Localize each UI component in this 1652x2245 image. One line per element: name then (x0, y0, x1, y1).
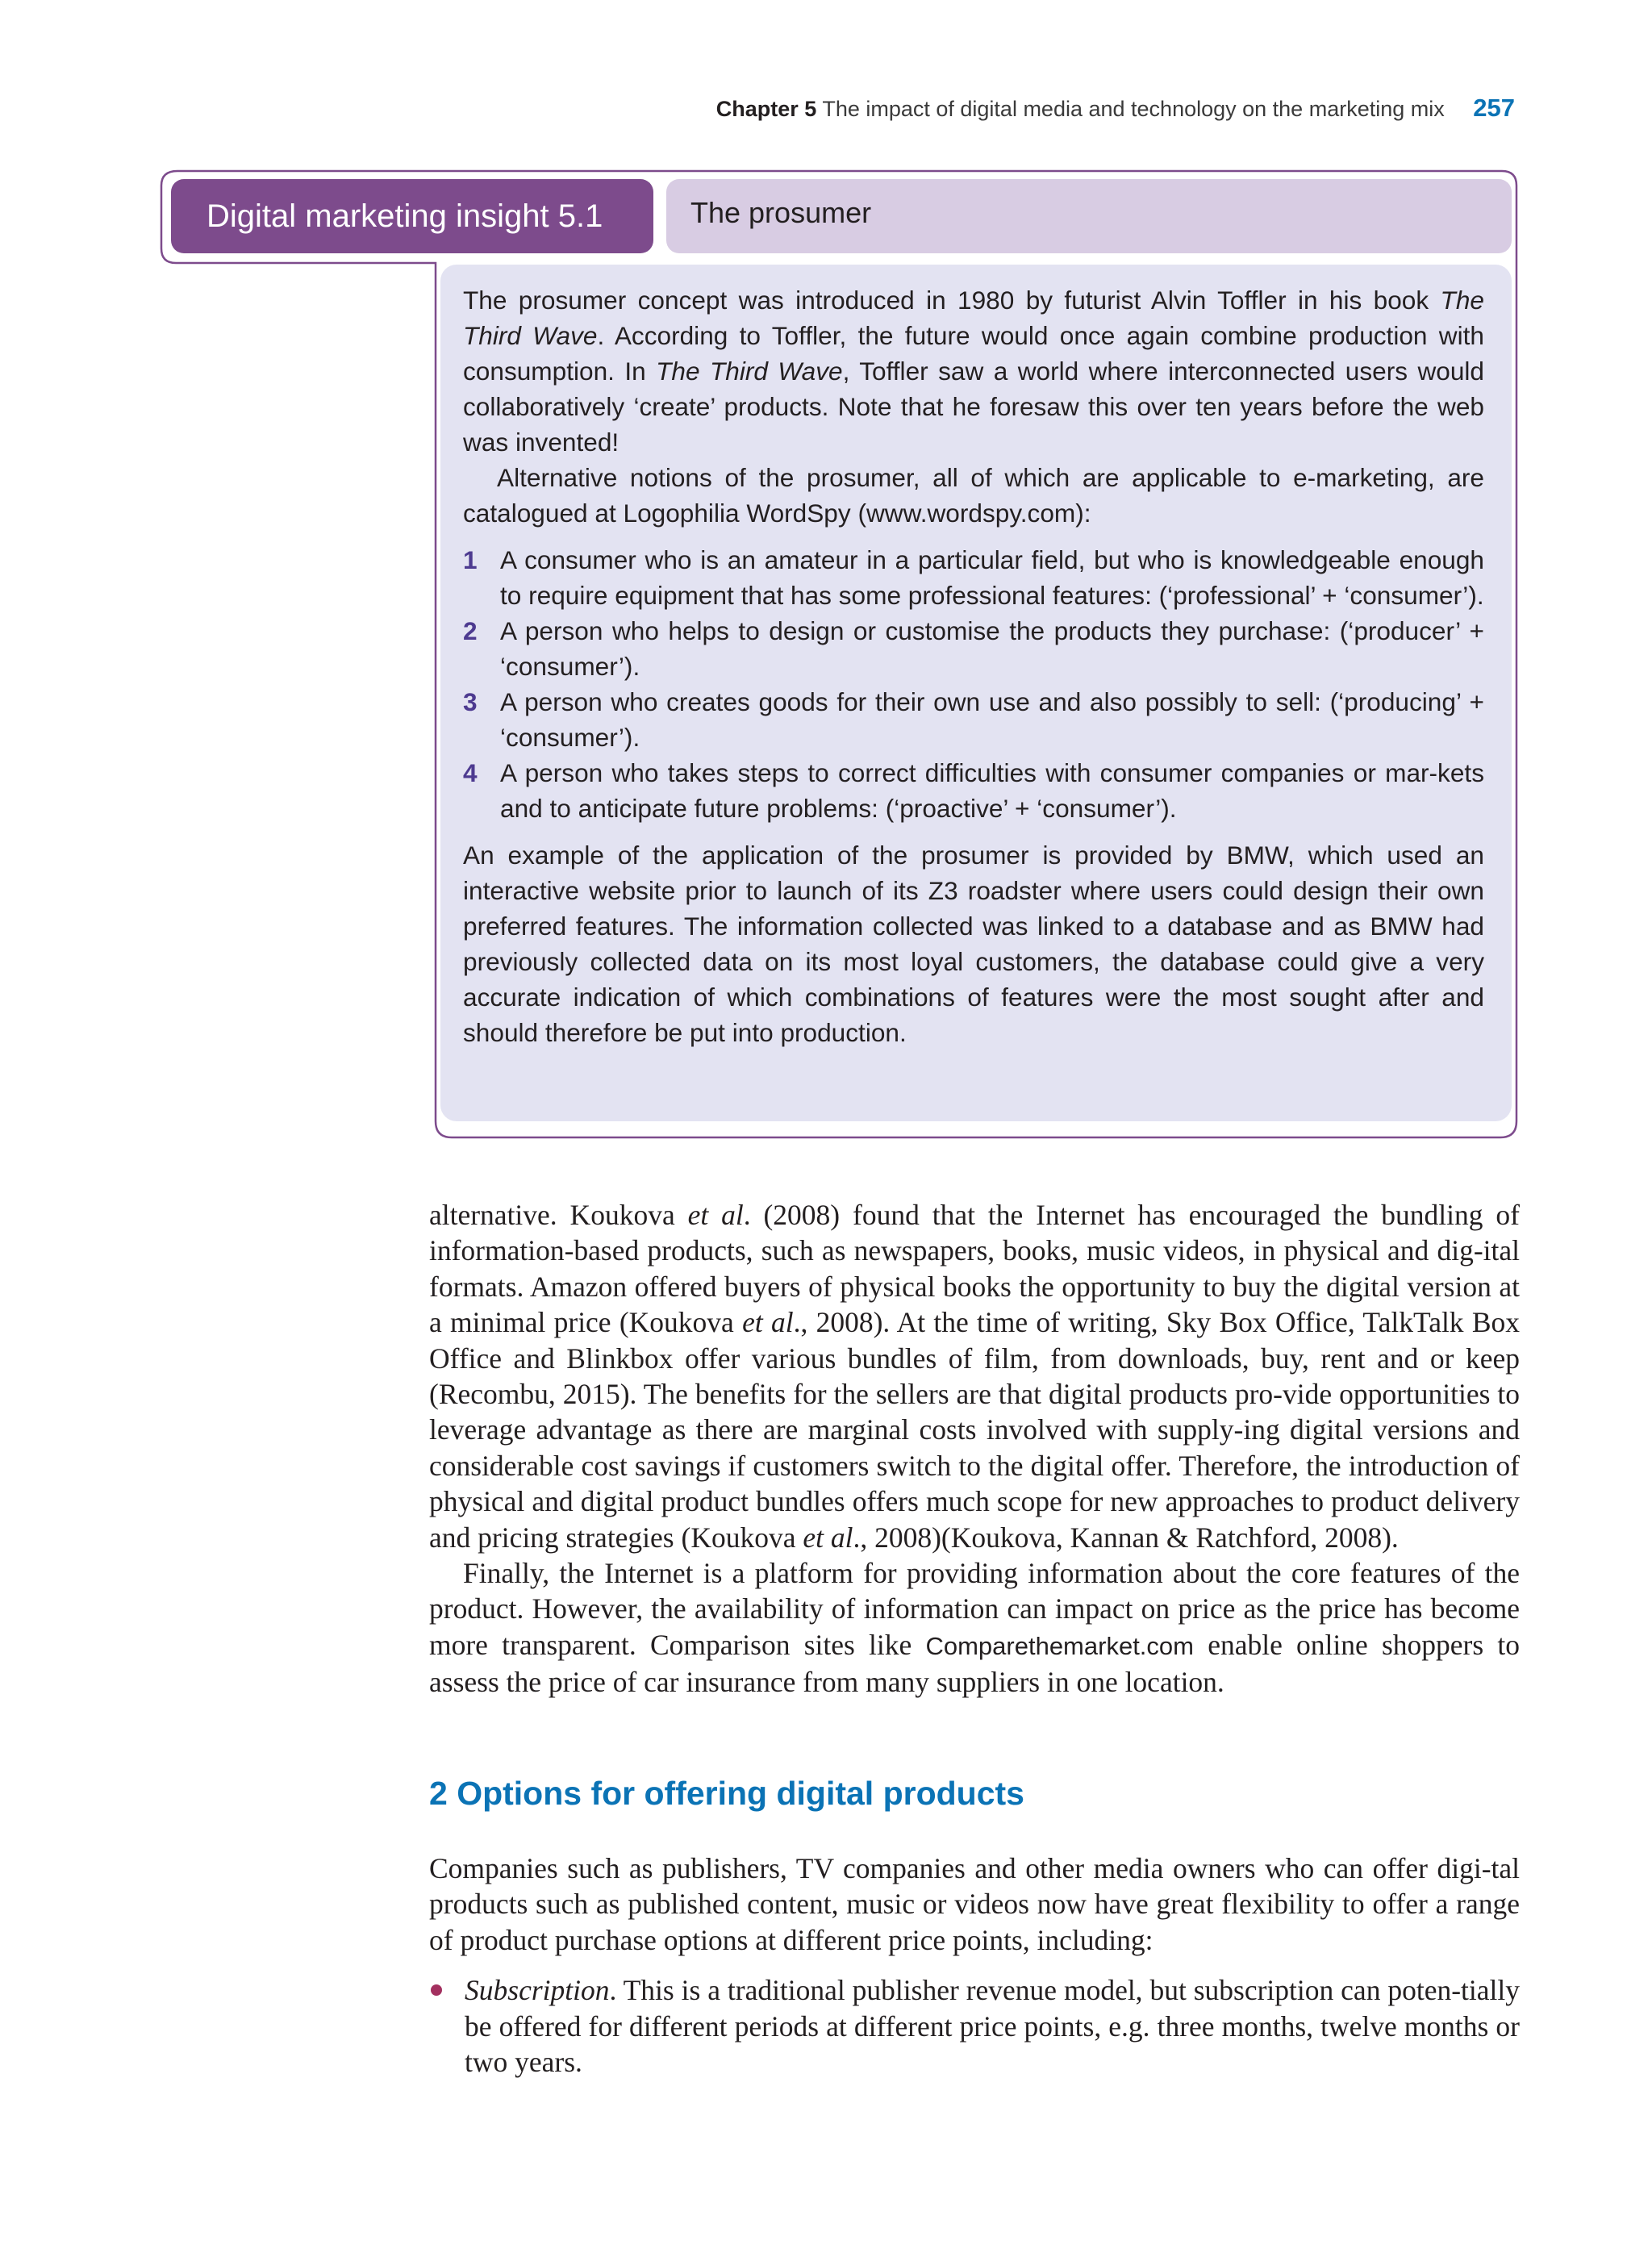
insight-paragraph-1 (463, 282, 1484, 460)
section-body (429, 1851, 1520, 2080)
options-list (429, 1972, 1520, 2080)
list-number: 3 (463, 687, 478, 716)
body-text-run: alternative. Koukova (429, 1199, 688, 1231)
et-al: et al (742, 1306, 794, 1339)
list-item-text: A person who takes steps to correct difficulties with consumer companies or mar-kets and to anticipate future problems: (‘proactive’ + ‘consumer’). (500, 758, 1484, 823)
insight-title: The prosumer (666, 179, 1512, 253)
body-text (429, 1197, 1520, 1700)
list-item (463, 755, 1484, 826)
list-number: 2 (463, 616, 478, 645)
body-paragraph-2 (429, 1555, 1520, 1700)
list-item (429, 1972, 1520, 2080)
insight-body (440, 265, 1512, 1121)
body-text-run: enable online shoppers to assess the price of car insurance from many suppliers in one location. (429, 1628, 1521, 1699)
body-text-run: Finally, the Internet is a platform for providing information about the core features of the product. However, the availability of information can impact on price as the price has become more transparent. Comparison sites like (429, 1557, 1520, 1661)
chapter-number: Chapter 5 (715, 97, 817, 121)
list-item (463, 542, 1484, 613)
body-text-run: ., 2008). At the time of writing, Sky Box Office, TalkTalk Box Office and Blinkbox offer various bundles of film, from downloads, buy, rent and or keep (Recombu, 2015). The benefits for the sellers are that digital products pro-vide opportunities to leverage advantage as there are marginal costs involved with supply-ing digital versions and considerable cost savings if customers switch to the digital offer. Therefore, the introduction of physical and digital product bundles offers much scope for new approaches to product delivery and pricing strategies (Koukova (429, 1306, 1521, 1554)
chapter-title: The impact of digital media and technology on the marketing mix (822, 97, 1445, 121)
insight-text: . According to Toffler, the future would once again combine production with consumption. In (463, 321, 1484, 386)
comparethemarket-link[interactable]: Comparethemarket.com (925, 1631, 1194, 1660)
section-intro: Companies such as publishers, TV companies and other media owners who can offer digi-tal products such as published content, music or videos now have great flexibility to offer a range of product purchase options at different price points, including: (429, 1852, 1520, 1956)
et-al: et al (803, 1521, 853, 1554)
body-text-run: . (2008) found that the Internet has encouraged the bundling of information-based products, such as newspapers, books, music videos, in physical and dig-ital formats. Amazon offered buyers of physical books the opportunity to buy the digital version at a minimal price (Koukova (429, 1199, 1520, 1339)
page-number: 257 (1473, 94, 1515, 122)
insight-paragraph-3: An example of the application of the prosumer is provided by BMW, which used an interactive website prior to launch of its Z3 roadster where users could design their own preferred features. The information collected was linked to a database and as BMW had previously collected data on its most loyal customers, the database could give a very accurate indication of which combinations of features were the most sought after and should therefore be put into production. (463, 841, 1484, 1047)
body-paragraph-1 (429, 1197, 1520, 1555)
book-title: The Third Wave (463, 286, 1484, 350)
insight-text: , Toffler saw a world where interconnected users would collaboratively ‘create’ products. Note that he foresaw this over ten years before the web was invented! (463, 357, 1484, 457)
wordspy-link[interactable]: www.wordspy.com (866, 499, 1076, 528)
list-item (463, 613, 1484, 684)
list-item-text: A person who helps to design or customise the products they purchase: (‘producer’ + ‘consumer’). (500, 616, 1484, 681)
section-heading: 2 Options for offering digital products (429, 1775, 1024, 1812)
et-al: et al (687, 1199, 744, 1231)
list-number: 4 (463, 758, 478, 787)
insight-label: Digital marketing insight 5.1 (171, 179, 653, 253)
bullet-icon (431, 1984, 442, 1996)
insight-text: ): (1075, 499, 1091, 528)
insight-text: The prosumer concept was introduced in 1980 by futurist Alvin Toffler in his book (463, 286, 1441, 315)
prosumer-list (463, 542, 1484, 826)
list-item-text: A person who creates goods for their own use and also possibly to sell: (‘producing’ + ‘consumer’). (500, 687, 1484, 752)
list-item-text: A consumer who is an amateur in a particular field, but who is knowledgeable enough to require equipment that has some professional features: (‘professional’ + ‘consumer’). (500, 545, 1484, 610)
body-text-run: ., 2008)(Koukova, Kannan & Ratchford, 2008). (853, 1521, 1399, 1554)
option-term: Subscription (465, 1974, 610, 2007)
insight-paragraph-2 (463, 460, 1484, 531)
option-text: . This is a traditional publisher revenue model, but subscription can poten-tially be offered for different periods at different price points, e.g. three months, twelve months or two years. (465, 1974, 1520, 2079)
list-number: 1 (463, 545, 478, 574)
book-title: The Third Wave (656, 357, 843, 386)
list-item (463, 684, 1484, 755)
insight-text: Alternative notions of the prosumer, all of which are applicable to e-marketing, are catalogued at Logophilia WordSpy ( (463, 463, 1484, 528)
